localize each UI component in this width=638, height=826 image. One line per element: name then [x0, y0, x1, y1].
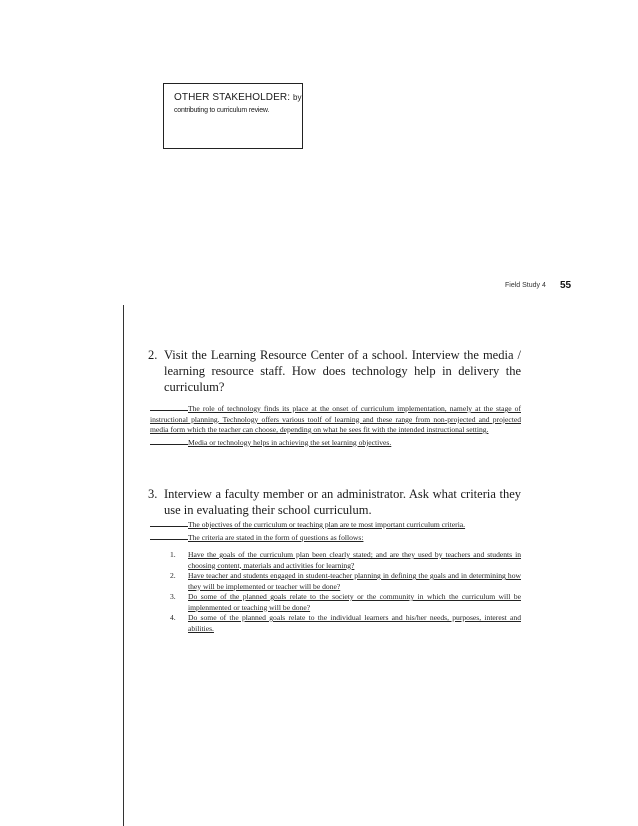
margin-rule	[123, 305, 124, 826]
indent-rule	[150, 402, 188, 411]
indent-rule	[150, 518, 188, 527]
stakeholder-description: contributing to curriculum review.	[174, 107, 270, 114]
list-item-number: 2.	[170, 571, 176, 580]
question-2	[148, 347, 521, 395]
list-item-number: 3.	[170, 592, 176, 601]
answer-2-paragraph-1	[150, 402, 521, 436]
answer-2-paragraph-2	[150, 436, 521, 449]
list-item-number: 1.	[170, 550, 176, 559]
list-item	[150, 571, 521, 592]
stakeholder-box	[163, 83, 303, 149]
field-study-label: Field Study 4	[505, 282, 546, 289]
answer-3-paragraph-2	[150, 531, 521, 544]
list-item	[150, 592, 521, 613]
list-item-text: Have teacher and students engaged in student-teacher planning in defining the goals and in determining how they will be implemented or teacher will be done?	[188, 571, 521, 591]
list-item	[150, 613, 521, 634]
answer-2-paragraph-2-text: Media or technology helps in achieving the set learning objectives.	[188, 437, 392, 447]
list-item	[150, 550, 521, 571]
question-3-number: 3.	[148, 487, 158, 501]
stakeholder-title-line	[174, 92, 302, 103]
answer-3-paragraph-1-text: The objectives of the curriculum or teaching plan are te most important curriculum criteria.	[188, 520, 466, 529]
criteria-list	[150, 550, 521, 634]
question-3	[148, 486, 521, 518]
answer-2-paragraph-1-text: The role of technology finds its place at the onset of curriculum implementation, namely at the stage of instructional planning. Technology offers various toolf of learning and these range from non-projected and projected media form which the teacher can choose, depending on what he sees fit with the intended instructional setting.	[150, 404, 521, 434]
answer-3	[150, 518, 521, 634]
page-number: 55	[560, 280, 572, 291]
question-2-text: Visit the Learning Resource Center of a school. Interview the media / learning resource staff. How does technology help in delivery the curriculum?	[164, 348, 521, 394]
stakeholder-title-suffix: by	[292, 93, 302, 102]
list-item-text: Do some of the planned goals relate to the society or the community in which the curriculum will be implenmented or teaching will be done?	[188, 592, 521, 612]
stakeholder-title: OTHER STAKEHOLDER:	[174, 92, 291, 103]
page-header	[470, 280, 580, 294]
indent-rule	[150, 531, 188, 540]
answer-2	[150, 402, 521, 448]
list-item-text: Have the goals of the curriculum plan been clearly stated; and are they used by teachers and students in choosing content, materials and activities for learning?	[188, 550, 521, 570]
list-item-number: 4.	[170, 613, 176, 622]
indent-rule	[150, 436, 188, 445]
question-2-number: 2.	[148, 348, 158, 362]
question-3-text: Interview a faculty member or an administrator. Ask what criteria they use in evaluating their school curriculum.	[164, 487, 521, 517]
list-item-text: Do some of the planned goals relate to the individual learners and his/her needs, purposes, interest and abilities.	[188, 613, 521, 633]
answer-3-paragraph-1	[150, 518, 521, 531]
answer-3-paragraph-2-text: The criteria are stated in the form of questions as follows:	[188, 532, 364, 542]
